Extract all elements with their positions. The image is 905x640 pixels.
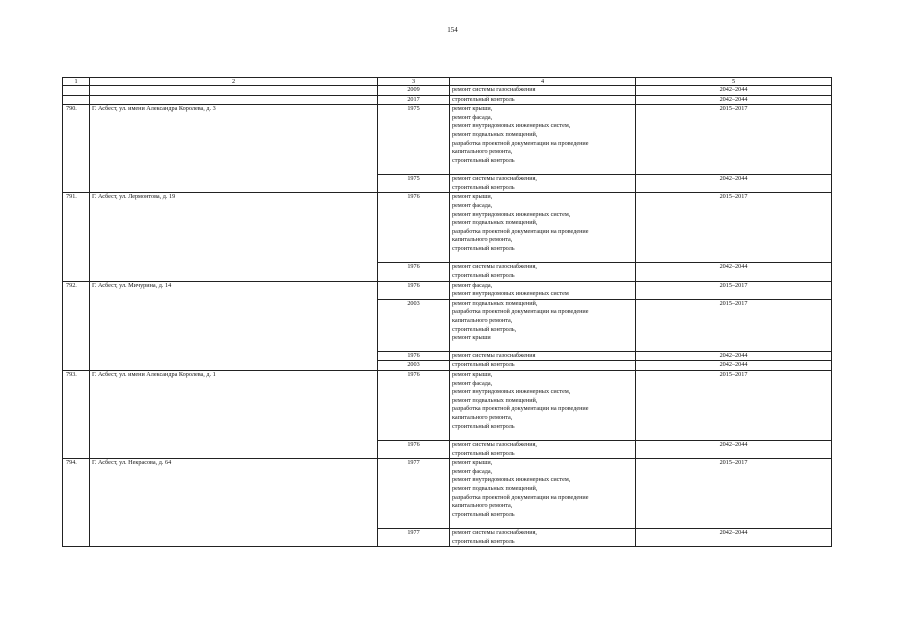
- table-row: [63, 105, 832, 175]
- work-item: капитального ремонта,: [452, 316, 513, 324]
- work-item: разработка проектной документации на проведение: [452, 308, 589, 316]
- works-cell: [450, 95, 636, 105]
- period-cell: 2042–2044: [636, 86, 832, 96]
- period-cell: 2015–2017: [636, 299, 832, 351]
- table-row: [63, 370, 832, 440]
- year-cell: 1976: [378, 263, 450, 281]
- table-row: [63, 95, 832, 105]
- period-cell: 2015–2017: [636, 370, 832, 440]
- works-cell: [450, 86, 636, 96]
- address-cell: Г. Асбест, ул. Лермонтова, д. 19: [90, 193, 378, 281]
- period-cell: 2015–2017: [636, 281, 832, 299]
- period-cell: 2042–2044: [636, 361, 832, 371]
- period-cell: 2042–2044: [636, 263, 832, 281]
- work-item: строительный контроль: [452, 449, 515, 457]
- work-item: строительный контроль: [452, 156, 515, 164]
- header-cell-3: 3: [378, 78, 450, 86]
- address-cell: Г. Асбест, ул. имени Александра Королева, д. 3: [90, 105, 378, 193]
- work-item: капитального ремонта,: [452, 413, 513, 421]
- address-cell: Г. Асбест, ул. Мичурина, д. 14: [90, 281, 378, 370]
- works-cell: [450, 440, 636, 458]
- year-cell: 1977: [378, 529, 450, 547]
- works-cell: [450, 361, 636, 371]
- year-cell: 2003: [378, 299, 450, 351]
- address-cell: [90, 95, 378, 105]
- work-item: ремонт внутридомовых инженерных систем: [452, 290, 569, 298]
- period-cell: 2042–2044: [636, 175, 832, 193]
- year-cell: 1977: [378, 459, 450, 529]
- work-item: ремонт крыши,: [452, 370, 493, 378]
- works-cell: [450, 459, 636, 529]
- work-item: строительный контроль: [452, 183, 515, 191]
- work-item: ремонт подвальных помещений,: [452, 130, 538, 138]
- year-cell: 2009: [378, 86, 450, 96]
- row-number-cell: 791.: [63, 193, 90, 281]
- period-cell: 2042–2044: [636, 529, 832, 547]
- work-item: ремонт внутридомовых инженерных систем,: [452, 476, 571, 484]
- address-cell: Г. Асбест, ул. имени Александра Королева, д. 1: [90, 370, 378, 458]
- period-cell: 2042–2044: [636, 351, 832, 361]
- row-number-cell: 793.: [63, 370, 90, 458]
- work-item: ремонт фасада,: [452, 201, 493, 209]
- works-cell: [450, 370, 636, 440]
- work-item: капитального ремонта,: [452, 148, 513, 156]
- header-cell-1: 1: [63, 78, 90, 86]
- work-item: ремонт крыши,: [452, 193, 493, 201]
- work-item: ремонт системы газоснабжения,: [452, 175, 537, 183]
- year-cell: 2017: [378, 95, 450, 105]
- work-item: разработка проектной документации на проведение: [452, 405, 589, 413]
- work-item: строительный контроль: [452, 422, 515, 430]
- work-item: ремонт крыши: [452, 334, 491, 342]
- work-item: ремонт внутридомовых инженерных систем,: [452, 388, 571, 396]
- works-cell: [450, 281, 636, 299]
- row-number-cell: 790.: [63, 105, 90, 193]
- address-cell: Г. Асбест, ул. Некрасова, д. 64: [90, 459, 378, 547]
- work-item: ремонт системы газоснабжения: [452, 351, 536, 359]
- year-cell: 1975: [378, 105, 450, 175]
- year-cell: 1976: [378, 193, 450, 263]
- header-row: [63, 78, 832, 86]
- works-cell: [450, 263, 636, 281]
- table-row: [63, 281, 832, 299]
- work-item: ремонт подвальных помещений,: [452, 484, 538, 492]
- works-cell: [450, 105, 636, 175]
- address-cell: [90, 86, 378, 96]
- work-item: ремонт подвальных помещений,: [452, 219, 538, 227]
- work-item: ремонт подвальных помещений,: [452, 299, 538, 307]
- works-cell: [450, 175, 636, 193]
- work-item: ремонт крыши,: [452, 105, 493, 113]
- work-item: строительный контроль: [452, 537, 515, 545]
- work-item: ремонт фасада,: [452, 379, 493, 387]
- header-cell-5: 5: [636, 78, 832, 86]
- work-item: разработка проектной документации на проведение: [452, 139, 589, 147]
- work-item: ремонт фасада,: [452, 113, 493, 121]
- work-item: ремонт системы газоснабжения: [452, 86, 536, 93]
- work-item: строительный контроль: [452, 271, 515, 279]
- period-cell: 2015–2017: [636, 193, 832, 263]
- year-cell: 1976: [378, 281, 450, 299]
- row-number-cell: [63, 86, 90, 96]
- work-item: ремонт системы газоснабжения,: [452, 440, 537, 448]
- work-item: ремонт системы газоснабжения,: [452, 263, 537, 271]
- period-cell: 2042–2044: [636, 440, 832, 458]
- work-item: ремонт крыши,: [452, 459, 493, 467]
- row-number-cell: 794.: [63, 459, 90, 547]
- works-cell: [450, 529, 636, 547]
- page-number: 154: [447, 26, 458, 34]
- header-cell-4: 4: [450, 78, 636, 86]
- row-number-cell: 792.: [63, 281, 90, 370]
- work-item: капитального ремонта,: [452, 236, 513, 244]
- repair-schedule-table: [62, 77, 832, 547]
- work-item: ремонт внутридомовых инженерных систем,: [452, 122, 571, 130]
- work-item: строительный контроль: [452, 510, 515, 518]
- work-item: разработка проектной документации на проведение: [452, 493, 589, 501]
- works-cell: [450, 351, 636, 361]
- year-cell: 1976: [378, 351, 450, 361]
- table-row: [63, 459, 832, 529]
- year-cell: 1975: [378, 175, 450, 193]
- works-cell: [450, 193, 636, 263]
- work-item: ремонт подвальных помещений,: [452, 396, 538, 404]
- works-cell: [450, 299, 636, 351]
- work-item: разработка проектной документации на проведение: [452, 227, 589, 235]
- period-cell: 2015–2017: [636, 459, 832, 529]
- year-cell: 1976: [378, 370, 450, 440]
- table-row: [63, 86, 832, 96]
- work-item: капитального ремонта,: [452, 502, 513, 510]
- work-item: строительный контроль,: [452, 325, 517, 333]
- year-cell: 2003: [378, 361, 450, 371]
- table-body: [63, 78, 832, 547]
- work-item: строительный контроль: [452, 244, 515, 252]
- work-item: строительный контроль: [452, 95, 515, 103]
- work-item: ремонт фасада,: [452, 281, 493, 289]
- work-item: ремонт системы газоснабжения,: [452, 529, 537, 537]
- period-cell: 2015–2017: [636, 105, 832, 175]
- row-number-cell: [63, 95, 90, 105]
- year-cell: 1976: [378, 440, 450, 458]
- table-row: [63, 193, 832, 263]
- work-item: ремонт фасада,: [452, 467, 493, 475]
- period-cell: 2042–2044: [636, 95, 832, 105]
- header-cell-2: 2: [90, 78, 378, 86]
- work-item: ремонт внутридомовых инженерных систем,: [452, 210, 571, 218]
- work-item: строительный контроль: [452, 361, 515, 369]
